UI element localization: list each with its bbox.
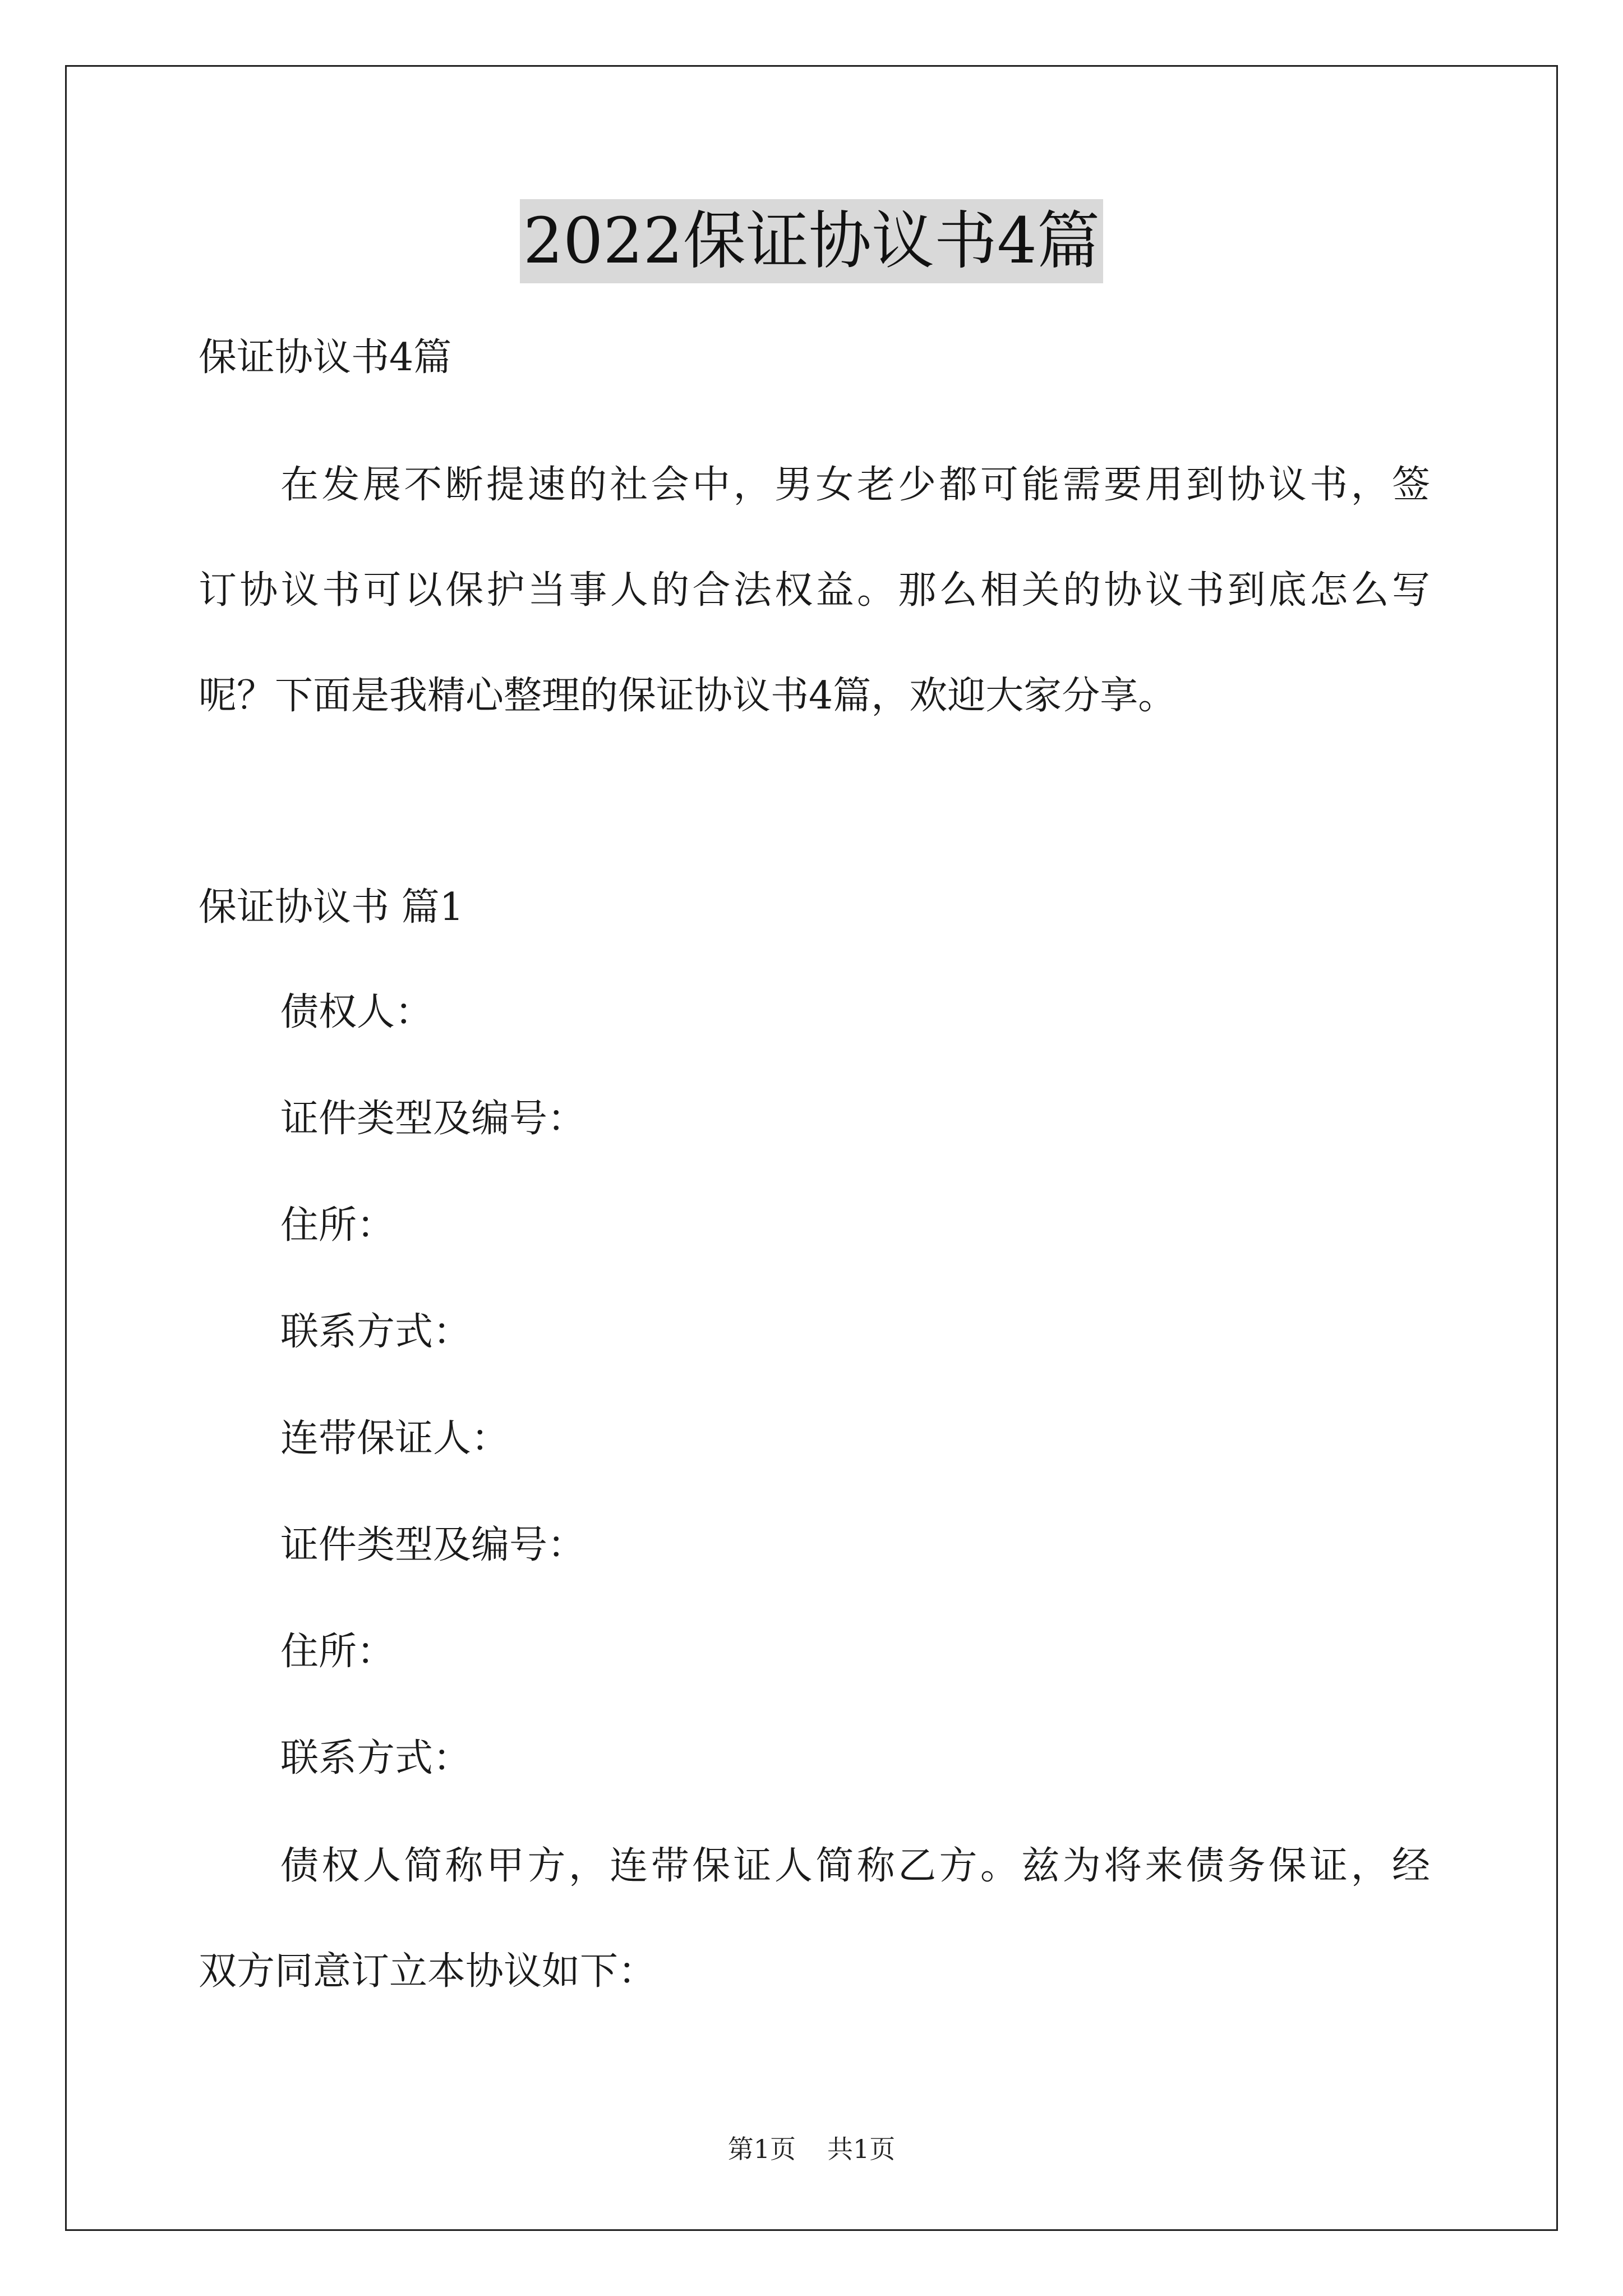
field-guarantor-id: 证件类型及编号： (280, 1523, 586, 1567)
page-border (65, 65, 1558, 2231)
page-number-current: 第1页 (727, 2134, 796, 2164)
intro-line-1: 在发展不断提速的社会中，男女老少都可能需要用到协议书，签 (280, 463, 1430, 507)
section-heading: 保证协议书 篇1 (199, 885, 464, 930)
page-footer (0, 2133, 1623, 2165)
body-line-2: 双方同意订立本协议如下： (199, 1949, 657, 1994)
field-creditor: 债权人： (280, 990, 434, 1034)
document-title: 2022保证协议书4篇 (520, 199, 1103, 283)
field-creditor-address: 住所： (280, 1203, 395, 1248)
title-container (0, 199, 1623, 283)
field-guarantor: 连带保证人： (280, 1416, 510, 1461)
field-guarantor-contact: 联系方式： (280, 1736, 472, 1780)
page-number-total: 共1页 (827, 2134, 896, 2164)
intro-line-2: 订协议书可以保护当事人的合法权益。那么相关的协议书到底怎么写 (199, 568, 1430, 613)
document-subtitle: 保证协议书4篇 (199, 335, 452, 380)
field-creditor-contact: 联系方式： (280, 1310, 472, 1354)
field-guarantor-address: 住所： (280, 1630, 395, 1674)
field-creditor-id: 证件类型及编号： (280, 1097, 586, 1141)
intro-line-3: 呢？下面是我精心整理的保证协议书4篇，欢迎大家分享。 (199, 674, 1177, 718)
body-line-1: 债权人简称甲方，连带保证人简称乙方。兹为将来债务保证，经 (280, 1844, 1430, 1888)
